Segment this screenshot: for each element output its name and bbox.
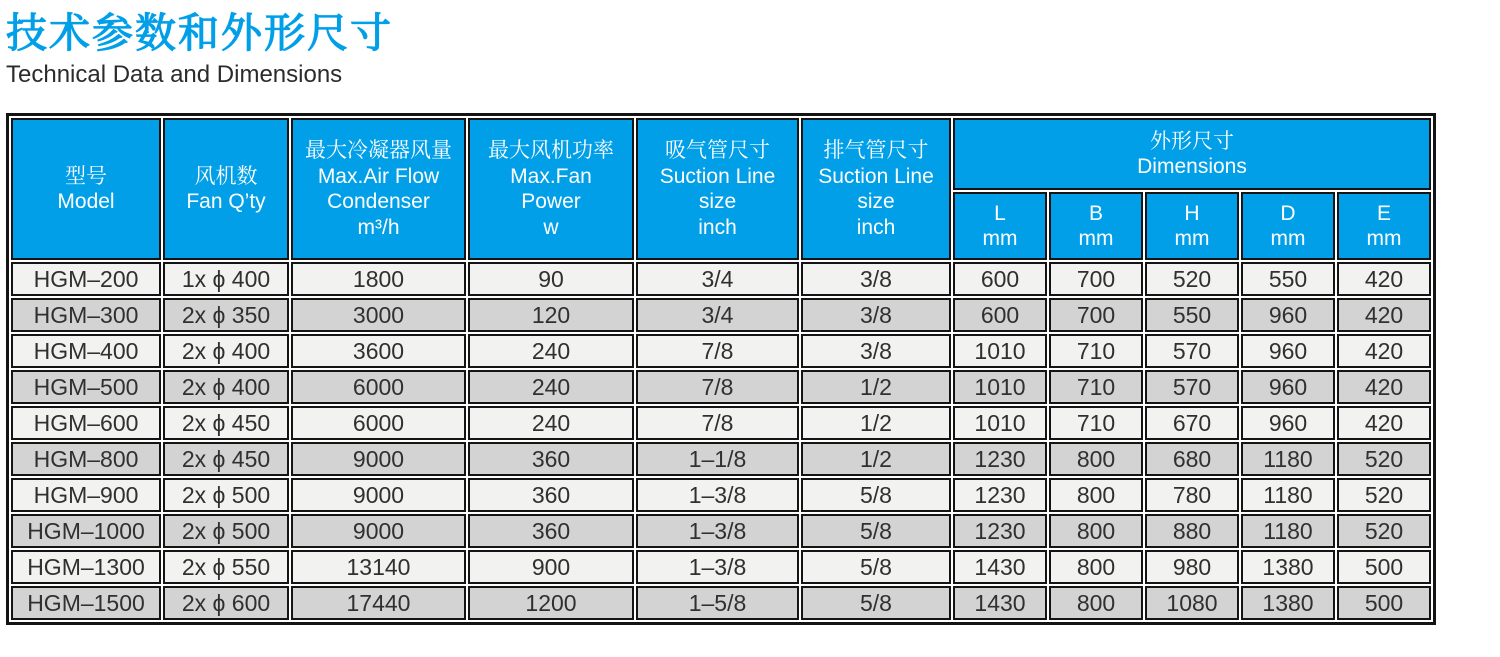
header-line: mm bbox=[982, 227, 1018, 251]
header-line: B bbox=[1088, 201, 1103, 225]
header-line: 吸气管尺寸 bbox=[665, 138, 770, 162]
value-cell: 570 bbox=[1145, 334, 1239, 368]
value-cell: 670 bbox=[1145, 406, 1239, 440]
header-line: mm bbox=[1078, 227, 1114, 251]
value-cell: 800 bbox=[1049, 550, 1143, 584]
model-cell: HGM–400 bbox=[11, 334, 161, 368]
value-cell: 1–3/8 bbox=[636, 550, 799, 584]
value-cell: 710 bbox=[1049, 334, 1143, 368]
header-line: m³/h bbox=[357, 215, 400, 239]
header-line: 外形尺寸 bbox=[1150, 129, 1234, 153]
value-cell: 800 bbox=[1049, 514, 1143, 548]
header-line: Power bbox=[521, 190, 581, 214]
value-cell: 240 bbox=[468, 370, 634, 404]
value-cell: 6000 bbox=[291, 406, 466, 440]
value-cell: 960 bbox=[1241, 370, 1335, 404]
model-cell: HGM–1500 bbox=[11, 586, 161, 620]
value-cell: 1–1/8 bbox=[636, 442, 799, 476]
value-cell: 1–3/8 bbox=[636, 514, 799, 548]
header-line: Dimensions bbox=[1137, 155, 1247, 179]
value-cell: 420 bbox=[1337, 370, 1431, 404]
technical-data-table bbox=[6, 113, 1436, 625]
value-cell: 2x ϕ 450 bbox=[163, 442, 289, 476]
value-cell: 7/8 bbox=[636, 370, 799, 404]
value-cell: 420 bbox=[1337, 298, 1431, 332]
value-cell: 520 bbox=[1145, 262, 1239, 296]
table-row bbox=[11, 514, 1431, 548]
value-cell: 1230 bbox=[953, 442, 1047, 476]
value-cell: 240 bbox=[468, 334, 634, 368]
value-cell: 960 bbox=[1241, 298, 1335, 332]
col-header-dimensions-group bbox=[953, 118, 1431, 190]
value-cell: 1230 bbox=[953, 478, 1047, 512]
value-cell: 3/8 bbox=[801, 334, 951, 368]
value-cell: 1010 bbox=[953, 406, 1047, 440]
value-cell: 2x ϕ 400 bbox=[163, 334, 289, 368]
value-cell: 2x ϕ 500 bbox=[163, 478, 289, 512]
value-cell: 520 bbox=[1337, 478, 1431, 512]
value-cell: 1180 bbox=[1241, 442, 1335, 476]
value-cell: 5/8 bbox=[801, 478, 951, 512]
model-cell: HGM–1000 bbox=[11, 514, 161, 548]
col-header-dim-h bbox=[1145, 192, 1239, 260]
value-cell: 500 bbox=[1337, 550, 1431, 584]
header-line: D bbox=[1280, 201, 1296, 225]
value-cell: 600 bbox=[953, 298, 1047, 332]
value-cell: 420 bbox=[1337, 262, 1431, 296]
col-header-dim-d bbox=[1241, 192, 1335, 260]
table-body bbox=[11, 262, 1431, 620]
value-cell: 700 bbox=[1049, 262, 1143, 296]
header-line: Fan Q’ty bbox=[186, 190, 266, 214]
header-line: size bbox=[857, 190, 895, 214]
value-cell: 1010 bbox=[953, 370, 1047, 404]
header-line: inch bbox=[698, 215, 737, 239]
value-cell: 6000 bbox=[291, 370, 466, 404]
value-cell: 500 bbox=[1337, 586, 1431, 620]
col-header-dim-e bbox=[1337, 192, 1431, 260]
value-cell: 13140 bbox=[291, 550, 466, 584]
value-cell: 1x ϕ 400 bbox=[163, 262, 289, 296]
value-cell: 960 bbox=[1241, 334, 1335, 368]
col-header-max-fan-power bbox=[468, 118, 634, 260]
model-cell: HGM–800 bbox=[11, 442, 161, 476]
table-row bbox=[11, 586, 1431, 620]
header-line: H bbox=[1184, 201, 1200, 225]
page-title-zh: 技术参数和外形尺寸 bbox=[6, 10, 393, 56]
header-line: 排气管尺寸 bbox=[823, 138, 929, 162]
value-cell: 2x ϕ 400 bbox=[163, 370, 289, 404]
col-header-fan-qty bbox=[163, 118, 289, 260]
value-cell: 420 bbox=[1337, 334, 1431, 368]
header-line: Max.Air Flow bbox=[317, 164, 440, 188]
value-cell: 520 bbox=[1337, 514, 1431, 548]
model-cell: HGM–300 bbox=[11, 298, 161, 332]
col-header-max-air-flow bbox=[291, 118, 466, 260]
value-cell: 240 bbox=[468, 406, 634, 440]
value-cell: 520 bbox=[1337, 442, 1431, 476]
value-cell: 120 bbox=[468, 298, 634, 332]
value-cell: 1380 bbox=[1241, 550, 1335, 584]
value-cell: 550 bbox=[1241, 262, 1335, 296]
header-line: Condenser bbox=[327, 190, 430, 214]
value-cell: 1/2 bbox=[801, 442, 951, 476]
value-cell: 3000 bbox=[291, 298, 466, 332]
value-cell: 2x ϕ 450 bbox=[163, 406, 289, 440]
value-cell: 5/8 bbox=[801, 514, 951, 548]
header-line: mm bbox=[1174, 227, 1210, 251]
model-cell: HGM–600 bbox=[11, 406, 161, 440]
model-cell: HGM–200 bbox=[11, 262, 161, 296]
value-cell: 90 bbox=[468, 262, 634, 296]
value-cell: 1/2 bbox=[801, 370, 951, 404]
value-cell: 1–3/8 bbox=[636, 478, 799, 512]
header-line: inch bbox=[856, 215, 896, 239]
value-cell: 710 bbox=[1049, 406, 1143, 440]
value-cell: 1010 bbox=[953, 334, 1047, 368]
col-header-dim-b bbox=[1049, 192, 1143, 260]
header-line: Suction Line bbox=[818, 164, 934, 188]
model-cell: HGM–1300 bbox=[11, 550, 161, 584]
value-cell: 800 bbox=[1049, 478, 1143, 512]
value-cell: 600 bbox=[953, 262, 1047, 296]
value-cell: 2x ϕ 600 bbox=[163, 586, 289, 620]
table-row bbox=[11, 262, 1431, 296]
table-row bbox=[11, 334, 1431, 368]
value-cell: 700 bbox=[1049, 298, 1143, 332]
value-cell: 1/2 bbox=[801, 406, 951, 440]
value-cell: 360 bbox=[468, 478, 634, 512]
value-cell: 550 bbox=[1145, 298, 1239, 332]
value-cell: 880 bbox=[1145, 514, 1239, 548]
header-line: w bbox=[543, 215, 559, 239]
value-cell: 17440 bbox=[291, 586, 466, 620]
header-line: L bbox=[994, 201, 1006, 225]
value-cell: 3/4 bbox=[636, 262, 799, 296]
header-line: 风机数 bbox=[194, 164, 258, 188]
value-cell: 1230 bbox=[953, 514, 1047, 548]
value-cell: 1080 bbox=[1145, 586, 1239, 620]
table-row bbox=[11, 406, 1431, 440]
value-cell: 1180 bbox=[1241, 514, 1335, 548]
value-cell: 1380 bbox=[1241, 586, 1335, 620]
value-cell: 7/8 bbox=[636, 334, 799, 368]
header-line: 最大风机功率 bbox=[488, 138, 614, 162]
value-cell: 960 bbox=[1241, 406, 1335, 440]
value-cell: 1430 bbox=[953, 586, 1047, 620]
table-row bbox=[11, 478, 1431, 512]
value-cell: 5/8 bbox=[801, 586, 951, 620]
value-cell: 9000 bbox=[291, 478, 466, 512]
col-header-discharge-line-size bbox=[801, 118, 951, 260]
model-cell: HGM–500 bbox=[11, 370, 161, 404]
header-line: mm bbox=[1270, 227, 1306, 251]
value-cell: 2x ϕ 350 bbox=[163, 298, 289, 332]
value-cell: 7/8 bbox=[636, 406, 799, 440]
col-header-suction-line-size bbox=[636, 118, 799, 260]
value-cell: 800 bbox=[1049, 442, 1143, 476]
value-cell: 9000 bbox=[291, 514, 466, 548]
value-cell: 2x ϕ 500 bbox=[163, 514, 289, 548]
header-line: E bbox=[1377, 201, 1392, 225]
table-row bbox=[11, 370, 1431, 404]
col-header-dim-l bbox=[953, 192, 1047, 260]
table-row bbox=[11, 298, 1431, 332]
value-cell: 570 bbox=[1145, 370, 1239, 404]
model-cell: HGM–900 bbox=[11, 478, 161, 512]
header-line: 型号 bbox=[65, 164, 107, 188]
table-row bbox=[11, 442, 1431, 476]
col-header-model bbox=[11, 118, 161, 260]
value-cell: 1430 bbox=[953, 550, 1047, 584]
value-cell: 2x ϕ 550 bbox=[163, 550, 289, 584]
value-cell: 3600 bbox=[291, 334, 466, 368]
value-cell: 980 bbox=[1145, 550, 1239, 584]
value-cell: 5/8 bbox=[801, 550, 951, 584]
table-row bbox=[11, 550, 1431, 584]
value-cell: 710 bbox=[1049, 370, 1143, 404]
value-cell: 800 bbox=[1049, 586, 1143, 620]
value-cell: 3/4 bbox=[636, 298, 799, 332]
value-cell: 1–5/8 bbox=[636, 586, 799, 620]
header-line: 最大冷凝器风量 bbox=[305, 138, 452, 162]
value-cell: 3/8 bbox=[801, 298, 951, 332]
header-line: Max.Fan bbox=[510, 164, 592, 188]
header-line: Suction Line bbox=[659, 164, 776, 188]
value-cell: 900 bbox=[468, 550, 634, 584]
value-cell: 780 bbox=[1145, 478, 1239, 512]
value-cell: 420 bbox=[1337, 406, 1431, 440]
value-cell: 360 bbox=[468, 514, 634, 548]
value-cell: 680 bbox=[1145, 442, 1239, 476]
value-cell: 9000 bbox=[291, 442, 466, 476]
header-line: Model bbox=[57, 190, 115, 214]
header-line: size bbox=[698, 190, 737, 214]
value-cell: 1180 bbox=[1241, 478, 1335, 512]
value-cell: 360 bbox=[468, 442, 634, 476]
header-line: mm bbox=[1366, 227, 1402, 251]
value-cell: 3/8 bbox=[801, 262, 951, 296]
value-cell: 1800 bbox=[291, 262, 466, 296]
value-cell: 1200 bbox=[468, 586, 634, 620]
page-title-en: Technical Data and Dimensions bbox=[6, 61, 343, 89]
